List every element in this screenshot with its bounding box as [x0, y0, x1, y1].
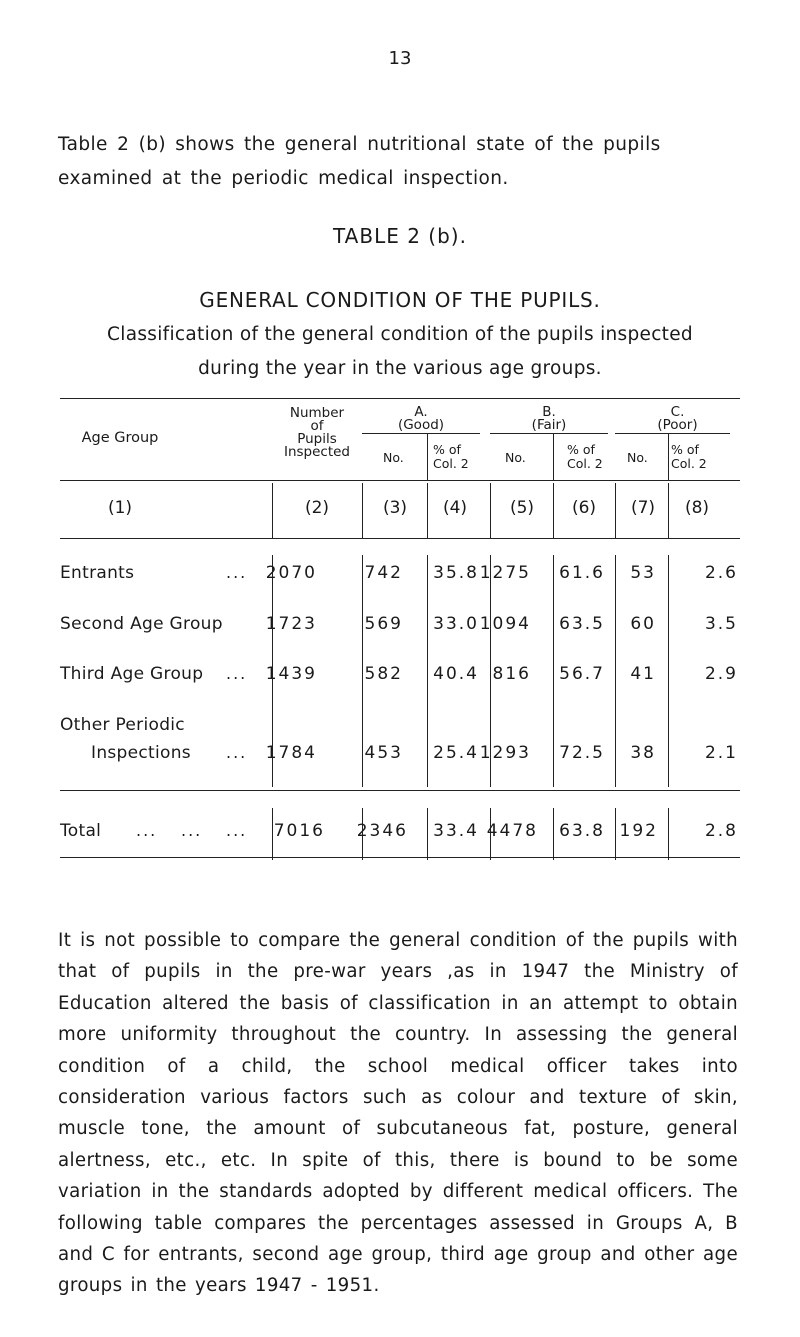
cell-poor-pct: 2.6: [704, 563, 738, 583]
body-divider: [668, 555, 669, 787]
column-number: (7): [630, 498, 656, 518]
colnum-bottom-rule: [60, 538, 740, 539]
cell-poor-no: 41: [630, 664, 656, 684]
subheader-pct-c: [671, 443, 707, 471]
cell-fair-pct: 61.6: [559, 563, 605, 583]
page-number: 13: [388, 48, 412, 69]
subheader-pct-a: [433, 443, 469, 471]
total-good-pct: 33.4: [433, 821, 479, 841]
cell-poor-no: 53: [630, 563, 656, 583]
row-label-entrants: Entrants: [60, 563, 135, 583]
body-divider: [615, 555, 616, 787]
subheader-pct-line: % of: [433, 442, 461, 457]
subheader-rule-a: [362, 433, 480, 434]
header-a-letter: A.: [414, 404, 428, 420]
header-group-c: [615, 406, 740, 432]
cell-fair-no: 816: [492, 664, 531, 684]
total-good-no: 2346: [356, 821, 408, 841]
subheader-no-c: No.: [627, 450, 648, 465]
subheader-pct-b: [567, 443, 603, 471]
header-divider: [553, 433, 554, 480]
table-bottom-rule: [60, 857, 740, 858]
intro-line: examined at the periodic medical inspection.: [58, 168, 509, 189]
cell-number-inspected: 1723: [265, 614, 317, 634]
colnum-divider: [490, 483, 491, 538]
header-c-label: (Poor): [657, 417, 698, 433]
colnum-divider: [272, 483, 273, 538]
column-number: (4): [442, 498, 468, 518]
total-poor-no: 192: [619, 821, 658, 841]
leader-dots: ...: [226, 821, 248, 840]
column-number: (6): [571, 498, 597, 518]
table-top-rule: [60, 398, 740, 399]
cell-poor-pct: 3.5: [704, 614, 738, 634]
header-number-inspected: [272, 407, 362, 459]
cell-fair-pct: 56.7: [559, 664, 605, 684]
caption-line: Classification of the general condition of the pupils inspected: [107, 324, 693, 345]
cell-poor-no: 60: [630, 614, 656, 634]
header-divider: [427, 433, 428, 480]
header-age-group: Age Group: [81, 430, 159, 446]
caption-line: during the year in the various age groups.: [198, 358, 602, 379]
column-number: (5): [509, 498, 535, 518]
cell-poor-pct: 2.9: [704, 664, 738, 684]
colnum-divider: [362, 483, 363, 538]
cell-fair-pct: 72.5: [559, 743, 605, 763]
cell-good-no: 569: [364, 614, 403, 634]
total-top-rule: [60, 790, 740, 791]
cell-good-pct: 40.4: [433, 664, 479, 684]
leader-dots: ...: [226, 743, 248, 762]
subheader-pct-line: Col. 2: [567, 456, 603, 471]
cell-poor-pct: 2.1: [704, 743, 738, 763]
header-number-line: of: [310, 418, 324, 434]
cell-number-inspected: 1439: [265, 664, 317, 684]
column-number: (1): [107, 498, 133, 518]
colnum-divider: [553, 483, 554, 538]
cell-fair-no: 1293: [479, 743, 531, 763]
header-number-line: Pupils: [297, 431, 337, 447]
cell-good-pct: 25.4: [433, 743, 479, 763]
total-divider: [427, 808, 428, 860]
body-divider: [427, 555, 428, 787]
leader-dots: ...: [226, 664, 248, 683]
section-heading: GENERAL CONDITION OF THE PUPILS.: [199, 288, 601, 312]
header-b-label: (Fair): [531, 417, 567, 433]
body-divider: [362, 555, 363, 787]
header-b-letter: B.: [542, 404, 556, 420]
cell-fair-pct: 63.5: [559, 614, 605, 634]
leader-dots: ...: [181, 821, 203, 840]
body-paragraph: It is not possible to compare the general condition of the pupils with that of pupils in the pre-war years ,as in 1947 the Ministry of Education altered the basis of classification in an attempt to obtain more uniformity throughout the country. In assessing the general condition of a child, the school medical officer takes into consideration various factors such as colour and texture of skin, muscle tone, the amount of subcutaneous fat, posture, general alertness, etc., etc. In spite of this, there is bound to be some variation in the standards adopted by different medical officers. The following table compares the percentages assessed in Groups A, B and C for entrants, second age group, third age group and other age groups in the years 1947 - 1951.: [58, 930, 738, 1297]
total-fair-pct: 63.8: [559, 821, 605, 841]
leader-dots: ...: [226, 563, 248, 582]
row-label-second-age-group: Second Age Group: [60, 614, 223, 634]
header-group-a: [362, 406, 480, 432]
subheader-rule-c: [615, 433, 730, 434]
subheader-pct-line: % of: [567, 442, 595, 457]
subheader-no-b: No.: [505, 450, 526, 465]
table-title: TABLE 2 (b).: [333, 224, 467, 248]
cell-fair-no: 1094: [479, 614, 531, 634]
header-group-b: [490, 406, 608, 432]
row-label-inspections: Inspections: [91, 743, 191, 763]
total-poor-pct: 2.8: [704, 821, 738, 841]
cell-good-no: 453: [364, 743, 403, 763]
subheader-no-a: No.: [383, 450, 404, 465]
header-divider: [668, 433, 669, 480]
body-divider: [553, 555, 554, 787]
colnum-divider: [615, 483, 616, 538]
colnum-divider: [668, 483, 669, 538]
cell-fair-no: 1275: [479, 563, 531, 583]
cell-good-no: 582: [364, 664, 403, 684]
header-number-line: Number: [289, 405, 345, 421]
total-divider: [553, 808, 554, 860]
colnum-divider: [427, 483, 428, 538]
cell-good-pct: 35.8: [433, 563, 479, 583]
header-c-letter: C.: [670, 404, 685, 420]
column-number: (8): [684, 498, 710, 518]
leader-dots: ...: [136, 821, 158, 840]
intro-line: Table 2 (b) shows the general nutritional state of the pupils: [58, 134, 661, 155]
subheader-rule-b: [490, 433, 608, 434]
subheader-pct-line: Col. 2: [671, 456, 707, 471]
total-fair-no: 4478: [486, 821, 538, 841]
total-divider: [615, 808, 616, 860]
cell-number-inspected: 2070: [265, 563, 317, 583]
header-a-label: (Good): [397, 417, 445, 433]
subheader-pct-line: Col. 2: [433, 456, 469, 471]
total-divider: [668, 808, 669, 860]
column-number: (2): [304, 498, 330, 518]
total-number-inspected: 7016: [273, 821, 325, 841]
header-bottom-rule: [60, 480, 740, 481]
cell-good-pct: 33.0: [433, 614, 479, 634]
cell-number-inspected: 1784: [265, 743, 317, 763]
row-label-total: Total: [60, 821, 102, 841]
row-label-other-periodic: Other Periodic: [60, 715, 185, 735]
column-number: (3): [382, 498, 408, 518]
subheader-pct-line: % of: [671, 442, 699, 457]
cell-good-no: 742: [364, 563, 403, 583]
header-number-line: Inspected: [283, 444, 351, 460]
cell-poor-no: 38: [630, 743, 656, 763]
row-label-third-age-group: Third Age Group: [60, 664, 204, 684]
